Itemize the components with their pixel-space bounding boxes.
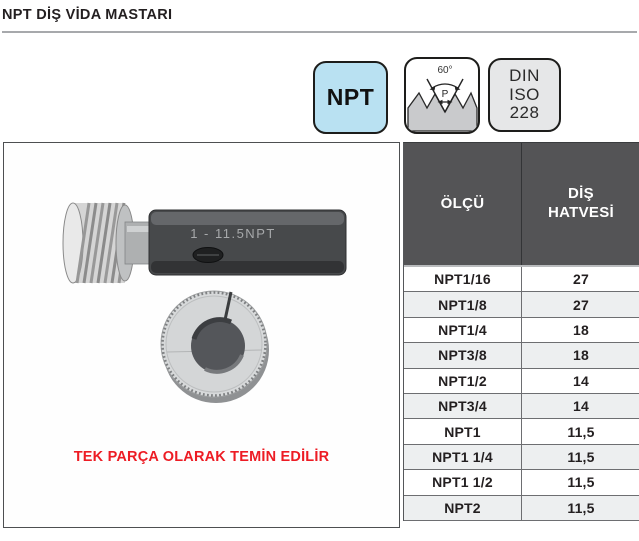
- iso-line: ISO: [509, 84, 540, 104]
- thread-pitch-label: P: [441, 88, 448, 100]
- dis-hatvesi-cell: 11,5: [567, 499, 595, 516]
- 228-line: 228: [509, 103, 540, 123]
- npt-badge-label: NPT: [326, 84, 375, 110]
- title-divider: [2, 31, 637, 33]
- plug-marking-text: 1 - 11.5NPT: [190, 226, 276, 241]
- olcu-cell: NPT1/4: [404, 318, 522, 342]
- product-panel: [3, 142, 400, 528]
- dis-hatvesi-cell: 11,5: [567, 448, 595, 465]
- table-row: [404, 267, 639, 292]
- olcu-cell: NPT1/2: [404, 369, 522, 393]
- table-row: [404, 369, 639, 394]
- dis-hatvesi-cell: 14: [573, 372, 589, 389]
- pitch-table-header: [404, 143, 639, 267]
- dis-hatvesi-cell: 11,5: [567, 423, 595, 440]
- dis-hatvesi-cell: 11,5: [567, 474, 595, 491]
- olcu-cell: NPT1 1/4: [404, 445, 522, 469]
- npt-badge: [313, 61, 388, 134]
- olcu-cell: NPT1/16: [404, 267, 522, 291]
- din-iso-228-badge: [488, 58, 561, 132]
- olcu-cell: NPT1 1/2: [404, 470, 522, 494]
- olcu-cell: NPT1/8: [404, 292, 522, 316]
- dis-hatvesi-cell: 18: [573, 321, 589, 338]
- din-line: DIN: [509, 66, 540, 86]
- dis-hatvesi-cell: 18: [573, 347, 589, 364]
- page-title: NPT DİŞ VİDA MASTARI: [2, 7, 173, 23]
- table-row: [404, 318, 639, 343]
- olcu-cell: NPT2: [404, 496, 522, 520]
- olcu-cell: NPT1: [404, 419, 522, 443]
- table-row: [404, 470, 639, 495]
- table-row: [404, 419, 639, 444]
- thread-ring-gauge-image: [153, 289, 278, 405]
- table-row: [404, 496, 639, 521]
- header-olcu: ÖLÇÜ: [404, 143, 522, 265]
- header-dis-hatvesi: DİŞ HATVESİ: [548, 185, 614, 221]
- thread-profile-drawing: [407, 60, 478, 132]
- dis-hatvesi-cell: 27: [573, 296, 589, 313]
- table-row: [404, 292, 639, 317]
- pitch-table: [403, 142, 639, 521]
- table-row: [404, 343, 639, 368]
- thread-angle-label: 60°: [436, 64, 453, 76]
- olcu-cell: NPT3/8: [404, 343, 522, 367]
- dis-hatvesi-cell: 14: [573, 398, 589, 415]
- dis-hatvesi-cell: 27: [573, 271, 589, 288]
- thread-profile-icon: [404, 57, 480, 134]
- table-row: [404, 445, 639, 470]
- availability-note: TEK PARÇA OLARAK TEMİN EDİLİR: [73, 449, 330, 465]
- table-row: [404, 394, 639, 419]
- pitch-table-body: [404, 267, 639, 521]
- thread-plug-gauge-image: [61, 195, 351, 293]
- olcu-cell: NPT3/4: [404, 394, 522, 418]
